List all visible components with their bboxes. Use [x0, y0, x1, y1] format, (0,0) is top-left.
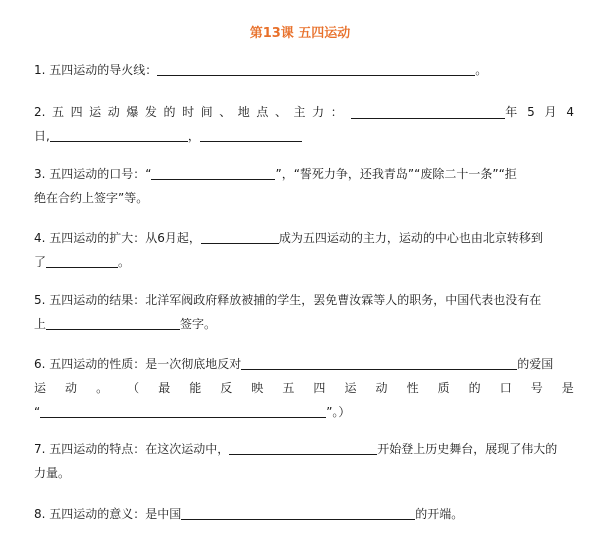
question-1: [34, 58, 574, 82]
q6-char: 的: [468, 381, 481, 395]
q8-text: 8. 五四运动的意义：是中国: [34, 507, 182, 521]
q6-end: ”。）: [326, 405, 351, 419]
q3-blank[interactable]: [151, 165, 275, 180]
q2-separator: ，: [187, 129, 200, 143]
question-5: [34, 288, 574, 336]
q2-char: 运: [89, 105, 102, 119]
q6-line3-start: “: [34, 405, 41, 419]
q2-line2-start: 日,: [34, 129, 50, 143]
question-3: [34, 162, 574, 210]
q7-text-a: 7. 五四运动的特点：在这次运动中，: [34, 442, 230, 456]
q6-char: 号: [530, 381, 543, 395]
q4-blank-city[interactable]: [46, 253, 118, 268]
q2-char: 2.: [34, 105, 46, 119]
q5-end: 签字。: [180, 317, 217, 331]
page-title: 第13课 五四运动: [249, 26, 351, 41]
q2-blank-place[interactable]: [50, 127, 188, 142]
q6-char: 动: [375, 381, 388, 395]
q6-blank-slogan[interactable]: [40, 403, 326, 418]
q8-blank[interactable]: [181, 505, 415, 520]
q2-char: 地: [237, 105, 250, 119]
question-7: [34, 437, 574, 485]
q6-char: 口: [499, 381, 512, 395]
question-6: [34, 352, 574, 424]
q6-char: 性: [406, 381, 419, 395]
q4-end: 。: [118, 255, 131, 269]
q2-spaced-text: [34, 100, 343, 124]
q6-char: 动: [65, 381, 78, 395]
q2-char: 主: [293, 105, 306, 119]
q2-char: 发: [144, 105, 157, 119]
q6-char: 是: [561, 381, 574, 395]
q6-spaced-line: [34, 376, 574, 400]
q2-char: 点: [256, 105, 269, 119]
q2-char: 时: [182, 105, 195, 119]
q2-char: 力: [312, 105, 325, 119]
q2-char: 动: [107, 105, 120, 119]
question-8: [34, 502, 574, 526]
q2-char: 四: [70, 105, 83, 119]
q6-char: 反: [220, 381, 233, 395]
q6-char: 质: [437, 381, 450, 395]
q6-char: 。: [96, 381, 109, 395]
q7-text-b: 开始登上历史舞台，展现了伟大的: [377, 442, 558, 456]
q5-line2-start: 上: [34, 317, 47, 331]
q5-line1: 5. 五四运动的结果：北洋军阀政府释放被捕的学生，罢免曹汝霖等人的职务，中国代表也没有在: [34, 293, 542, 307]
question-4: [34, 226, 574, 274]
q4-text-a: 4. 五四运动的扩大：从6月起，: [34, 231, 201, 245]
q2-blank-force[interactable]: [200, 127, 302, 142]
q1-end: 。: [475, 63, 488, 77]
q1-text: 1. 五四运动的导火线：: [34, 63, 158, 77]
q3-line2: 绝在合约上签字”等。: [34, 191, 149, 205]
q4-blank-force[interactable]: [201, 229, 279, 244]
q6-char: （: [127, 381, 140, 395]
q6-char: 四: [313, 381, 326, 395]
q1-blank[interactable]: [157, 61, 475, 76]
q2-char: 五: [52, 105, 65, 119]
q6-blank-oppose[interactable]: [241, 355, 517, 370]
q5-blank[interactable]: [46, 315, 180, 330]
q6-char: 运: [34, 381, 47, 395]
q4-text-b: 成为五四运动的主力，运动的中心也由北京转移到: [278, 231, 543, 245]
q6-char: 运: [344, 381, 357, 395]
q4-line2-start: 了: [34, 255, 47, 269]
q3-text-b: ”，“誓死力争，还我青岛”“废除二十一条”“拒: [275, 167, 517, 181]
q7-line2: 力量。: [34, 466, 71, 480]
q2-char: ：: [330, 105, 343, 119]
q6-text-b: 的爱国: [517, 357, 554, 371]
q6-char: 最: [158, 381, 171, 395]
question-2: [34, 100, 574, 148]
q2-blank-time[interactable]: [351, 104, 505, 119]
q7-blank[interactable]: [229, 440, 377, 455]
q2-char: 间: [200, 105, 213, 119]
q2-char: 、: [219, 105, 232, 119]
q8-end: 的开端。: [415, 507, 464, 521]
q2-char: 的: [163, 105, 176, 119]
q6-char: 五: [282, 381, 295, 395]
q6-text-a: 6. 五四运动的性质：是一次彻底地反对: [34, 357, 242, 371]
q2-date-tail: 年 5 月 4: [505, 105, 574, 119]
q3-text-a: 3. 五四运动的口号：“: [34, 167, 152, 181]
q6-char: 能: [189, 381, 202, 395]
q2-char: 爆: [126, 105, 139, 119]
q6-char: 映: [251, 381, 264, 395]
q2-char: 、: [274, 105, 287, 119]
